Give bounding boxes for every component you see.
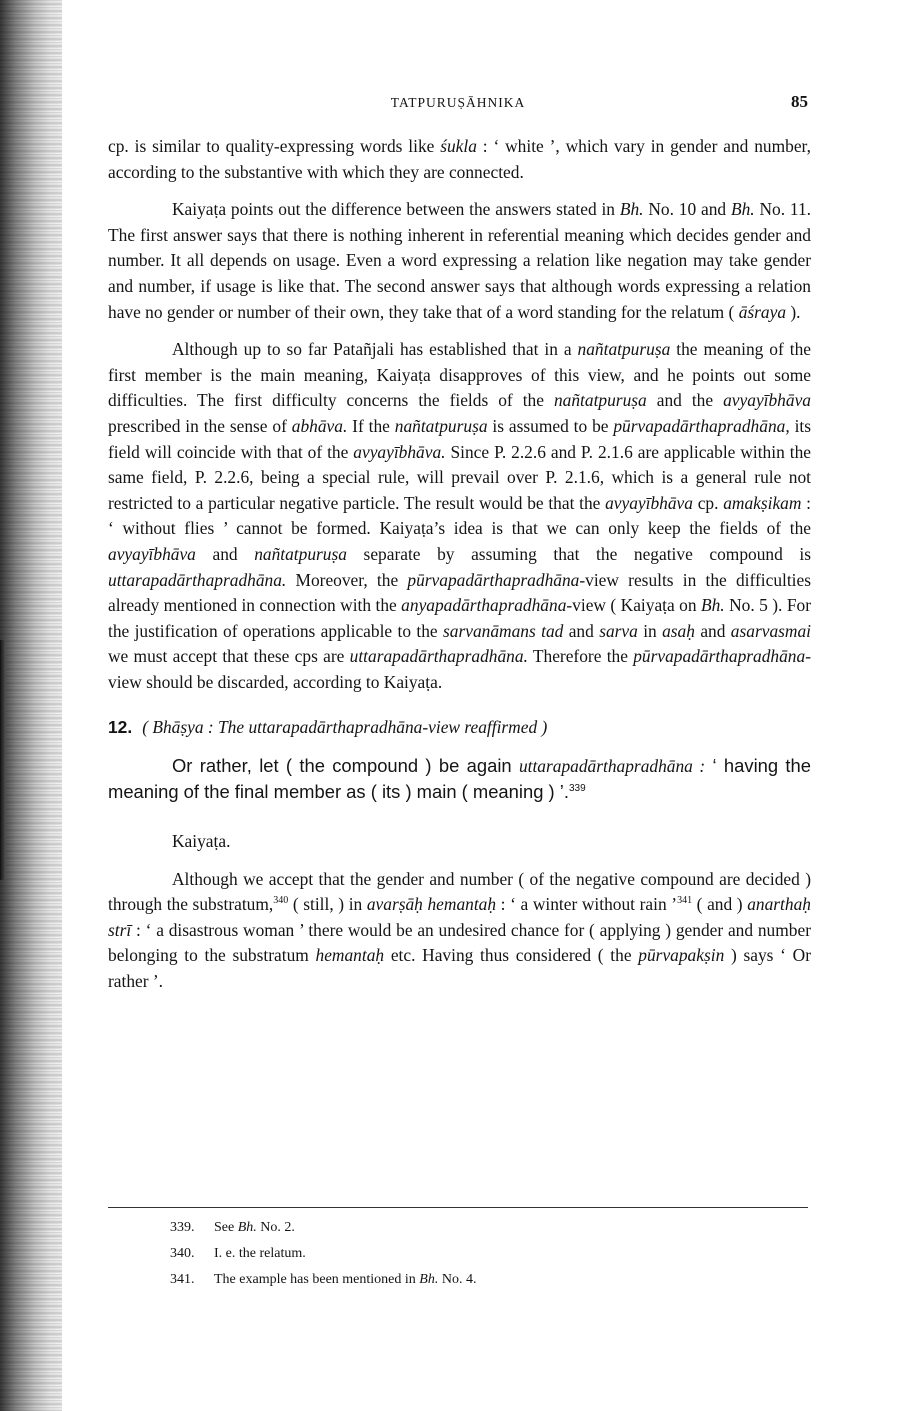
footnote-number: 339.	[170, 1220, 195, 1235]
text-run: ) says ‘ Or rather ’.	[108, 945, 812, 992]
text-run: in	[637, 620, 663, 641]
page-header	[108, 92, 808, 114]
footnote	[170, 1241, 770, 1267]
paragraph-3	[108, 337, 811, 695]
term: abhāva.	[291, 415, 348, 436]
term: Bh.	[237, 1220, 257, 1235]
text-run: Since P. 2.2.6 and P. 2.1.6 are applicable within the same field, P. 2.2.6, being a special rule, will prevail over P. 2.1.6, which is a general rule not restricted to a particular negative particle. The result would be that the	[108, 441, 811, 513]
page-binding-shadow	[0, 0, 62, 1411]
text-run: and	[563, 620, 600, 641]
text-run: Although up to so far Patañjali has established that in a	[172, 339, 578, 360]
term: nañtatpuruṣa	[577, 339, 671, 360]
term: asarvasmai	[730, 620, 811, 641]
footnote-divider	[108, 1207, 808, 1208]
text-run: cp. is similar to quality-expressing words like	[108, 136, 441, 156]
text-run: : ‘ without flies ’ cannot be formed. Kaiyaṭa’s idea is that we can only keep the fields of the	[108, 492, 811, 539]
section-title: ( Bhāṣya : The uttarapadārthapradhāna-view reaffirmed )	[142, 717, 548, 738]
term: anyapadārthapradhāna	[401, 595, 567, 616]
term: hemantaḥ	[315, 945, 385, 966]
term: sarva	[599, 620, 638, 641]
text-run: its field will coincide with that of the	[108, 415, 811, 462]
running-head: TATPURUṢĀHNIKA	[390, 95, 526, 110]
text-run: No. 4.	[438, 1272, 477, 1287]
term: avyayībhāva	[723, 390, 811, 411]
text-run: I. e. the relatum.	[214, 1246, 306, 1261]
section-number: 12.	[108, 717, 133, 738]
term: avyayībhāva	[605, 492, 693, 513]
term: āśraya	[738, 301, 787, 322]
text-run: If the	[347, 415, 395, 436]
binding-edge-mark	[0, 640, 6, 880]
footnote	[170, 1267, 770, 1293]
footnotes	[170, 1215, 770, 1293]
term: pūrvapadārthapradhāna,	[613, 415, 790, 436]
term: pūrvapadārthapradhāna	[407, 569, 580, 590]
paragraph-2	[108, 197, 811, 325]
text-run: -view ( Kaiyaṭa on	[566, 595, 701, 616]
text-run: Moreover, the	[286, 569, 408, 590]
text-run: etc. Having thus considered ( the	[384, 945, 639, 966]
text-run: No. 10 and	[643, 199, 731, 220]
footnote	[170, 1215, 770, 1241]
term: avyayībhāva	[108, 543, 196, 564]
term: uttarapadārthapradhāna.	[349, 646, 528, 667]
bhasya-translation	[108, 753, 811, 805]
text-run: -view results in the difficulties already mentioned in connection with the	[108, 569, 811, 616]
term: avarṣāḥ hemantaḥ	[366, 894, 497, 915]
paragraph-4	[108, 867, 811, 995]
text-run: ( and )	[692, 894, 748, 915]
text-run: See	[214, 1220, 238, 1235]
term: nañtatpuruṣa	[394, 415, 488, 436]
term: pūrvapadārthapradhāna	[633, 646, 806, 667]
term: Bh.	[619, 199, 644, 220]
term: sarvanāmans tad	[443, 620, 564, 641]
text-run: cp.	[692, 492, 724, 513]
body-text	[108, 134, 811, 995]
term: asaḥ	[662, 620, 695, 641]
text-run: Or rather, let ( the compound ) be again	[172, 755, 519, 777]
text-run: : ‘ a disastrous woman ’ there would be an undesired chance for ( applying ) gender and number belonging to the substratum	[108, 919, 811, 966]
term-sukla: śukla	[440, 136, 477, 156]
text-run: we must accept that these cps are	[108, 646, 350, 667]
footnote-ref: 339	[568, 782, 586, 794]
term: uttarapadārthapradhāna :	[518, 756, 706, 777]
text-run: Therefore the	[527, 646, 634, 667]
text-run: The example has been mentioned in	[214, 1272, 420, 1287]
text-run: Kaiyaṭa points out the difference between the answers stated in	[172, 199, 620, 220]
kaiyata-label: Kaiyaṭa.	[172, 831, 231, 852]
section-heading	[108, 715, 811, 741]
footnote-ref: 341	[677, 895, 693, 907]
text-run: separate by assuming that the negative compound is	[346, 543, 811, 564]
term: nañtatpuruṣa	[553, 390, 647, 411]
text-run: No. 11. The first answer says that there is nothing inherent in referential meaning which decides gender and number. It all depends on usage. Even a word expressing a relation like negation may take gender and number, if usage is like that. The second answer says that although words expressing a relation have no gender or number of their own, they take that of a word standing for the relatum (	[108, 199, 811, 322]
text-run: ).	[786, 301, 801, 322]
text-run: and	[195, 543, 255, 564]
page-number: 85	[791, 92, 808, 111]
text-run: ‘ having the meaning of the final member as ( its ) main ( meaning ) ’.	[108, 755, 811, 803]
term: Bh.	[419, 1272, 439, 1287]
term: Bh.	[730, 199, 755, 220]
text-run: No. 2.	[256, 1220, 295, 1235]
text-run: is assumed to be	[487, 415, 614, 436]
text-run: -view should be discarded, according to Kaiyaṭa.	[108, 646, 811, 692]
text-run: Although we accept that the gender and number ( of the negative compound are decided ) through the substratum,	[108, 868, 811, 915]
text-run: prescribed in the sense of	[108, 415, 292, 436]
text-run: the meaning of the first member is the main meaning, Kaiyaṭa disapproves of this view, and he points out some difficulties. The first difficulty concerns the fields of the	[108, 339, 811, 411]
term: uttarapadārthapradhāna.	[108, 569, 287, 590]
text-run: ( still, ) in	[288, 894, 367, 915]
text-run: : ‘ white ’, which vary in gender and number, according to the substantive with which they are connected.	[108, 136, 811, 182]
term: amakṣikam	[723, 492, 802, 513]
footnote-number: 341.	[170, 1272, 195, 1287]
text-run: : ‘ a winter without rain ’	[496, 894, 678, 915]
term: nañtatpuruṣa	[254, 543, 347, 564]
term: Bh.	[700, 595, 725, 616]
footnote-number: 340.	[170, 1246, 195, 1261]
term: pūrvapakṣin	[638, 945, 725, 966]
footnote-ref: 340	[273, 895, 289, 907]
text-run: No. 5 ). For the justification of operations applicable to the	[108, 595, 811, 641]
text-run: and the	[646, 390, 724, 411]
term: avyayībhāva.	[353, 441, 446, 462]
term: anarthaḥ strī	[108, 894, 811, 940]
text-run: and	[694, 620, 731, 641]
paragraph-1	[108, 134, 811, 185]
